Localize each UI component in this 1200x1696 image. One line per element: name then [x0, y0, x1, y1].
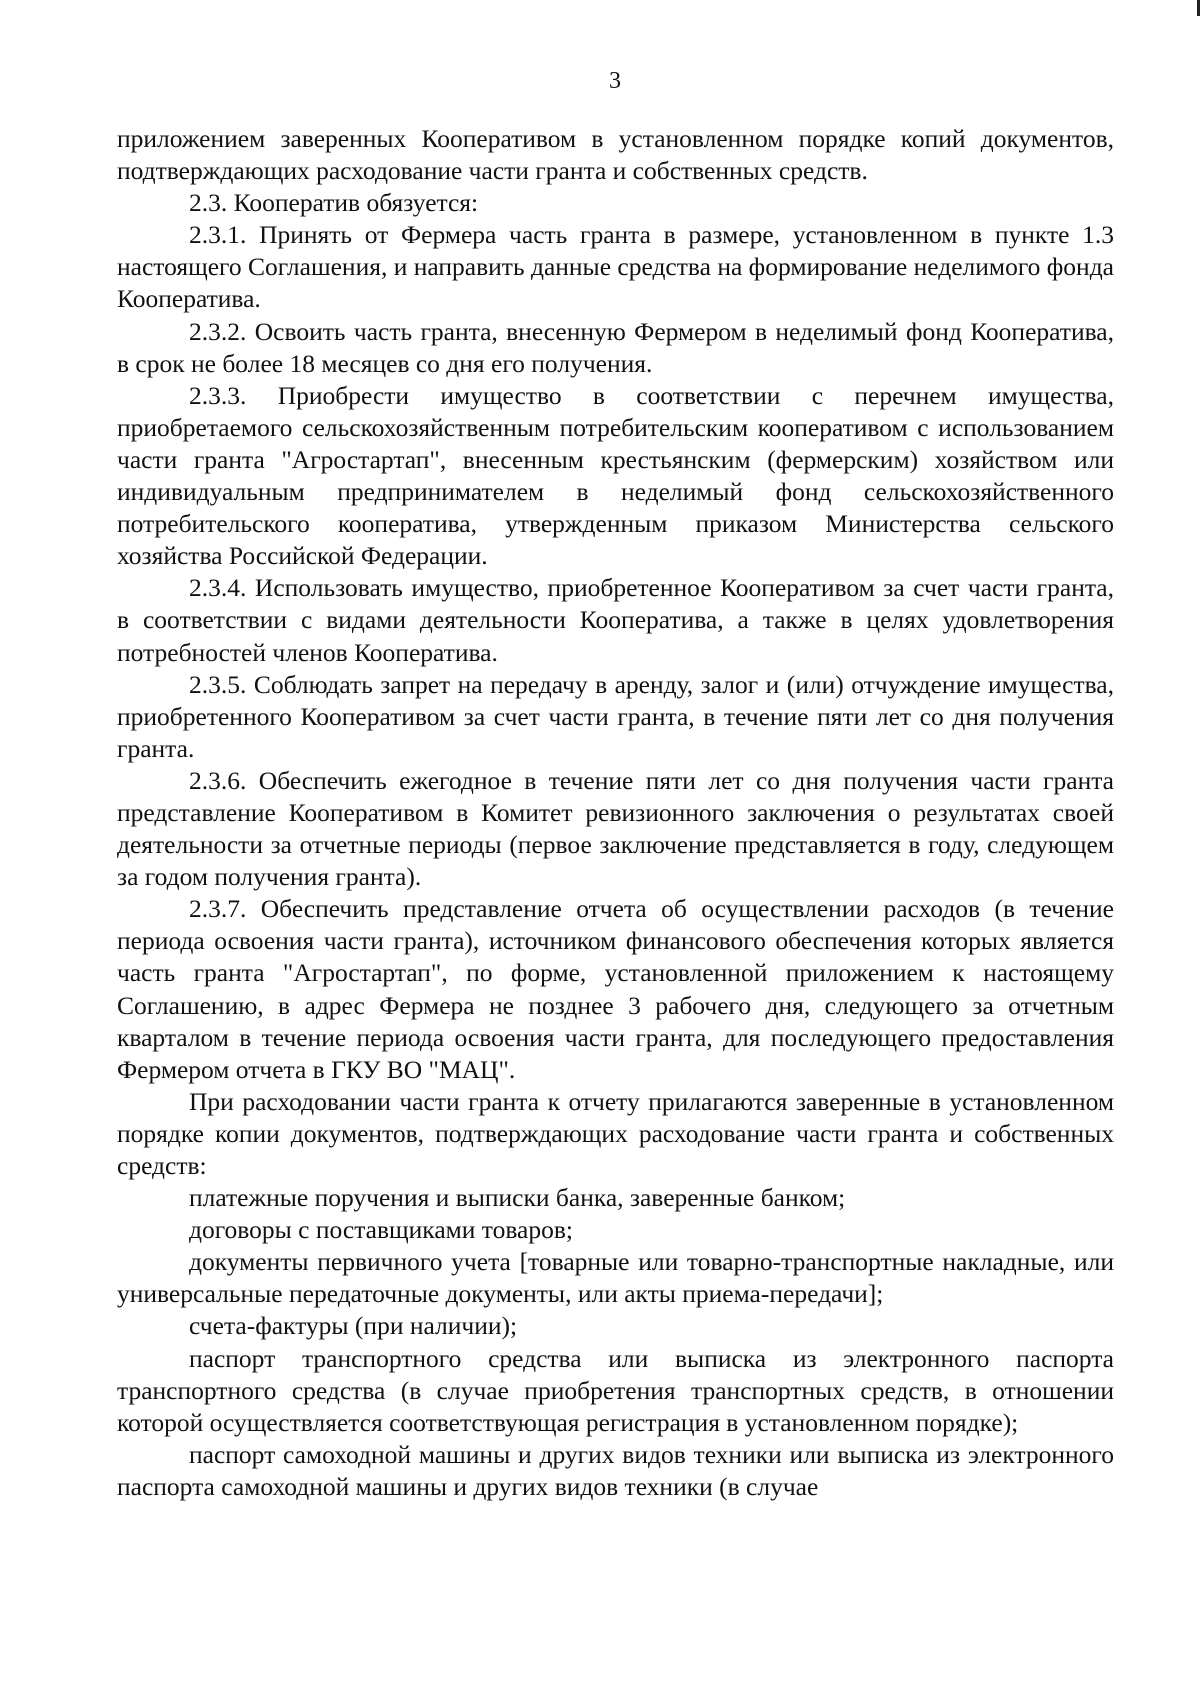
paragraph-continuation: приложением заверенных Кооперативом в установленном порядке копий документов, подтверждающих расходование части гранта и собственных средств. — [117, 124, 1114, 186]
paragraph-2-3-2: 2.3.2. Освоить часть гранта, внесенную Фермером в неделимый фонд Кооператива, в срок не более 18 месяцев со дня его получения. — [117, 316, 1114, 378]
list-item-invoices: счета-фактуры (при наличии); — [189, 1311, 518, 1341]
list-item-machine-passport: паспорт самоходной машины и других видов техники или выписка из электронного паспорта самоходной машины и других видов техники (в случае — [117, 1439, 1114, 1501]
paragraph-2-3-7: 2.3.7. Обеспечить представление отчета об осуществлении расходов (в течение периода освоения части гранта), источником финансового обеспечения которых является часть гранта "Агростартап", по форме, установленной приложением к настоящему Соглашению, в адрес Фермера не позднее 3 рабочего дня, следующего за отчетным кварталом в течение периода освоения части гранта, для последующего предоставления Фермером отчета в ГКУ ВО "МАЦ". — [117, 894, 1114, 1084]
paragraph-2-3-3: 2.3.3. Приобрести имущество в соответствии с перечнем имущества, приобретаемого сельскохозяйственным потребительским кооперативом с использованием части гранта "Агростартап", внесенным крестьянским (фермерским) хозяйством или индивидуальным предпринимателем в неделимый фонд сельскохозяйственного потребительского кооператива, утвержденным приказом Министерства сельского хозяйства Российской Федерации. — [117, 380, 1114, 571]
list-item-primary-accounting: документы первичного учета [товарные или товарно-транспортные накладные, или универсальные передаточные документы, или акты приема-передачи]; — [117, 1247, 1114, 1309]
paragraph-documents-intro: При расходовании части гранта к отчету прилагаются заверенные в установленном порядке копии документов, подтверждающих расходование части гранта и собственных средств: — [117, 1086, 1114, 1180]
paragraph-section-2-3: 2.3. Кооператив обязуется: — [189, 188, 479, 218]
document-body — [117, 123, 1114, 1503]
paragraph-2-3-1: 2.3.1. Принять от Фермера часть гранта в размере, установленном в пункте 1.3 настоящего Соглашения, и направить данные средства на формирование неделимого фонда Кооператива. — [117, 220, 1114, 314]
list-item-supplier-contracts: договоры с поставщиками товаров; — [189, 1215, 573, 1245]
list-item-vehicle-passport: паспорт транспортного средства или выписка из электронного паспорта транспортного средства (в случае приобретения транспортных средств, в отношении которой осуществляется соответствующая регистрация в установленном порядке); — [117, 1343, 1114, 1437]
paragraph-2-3-4: 2.3.4. Использовать имущество, приобретенное Кооперативом за счет части гранта, в соответствии с видами деятельности Кооператива, а также в целях удовлетворения потребностей членов Кооператива. — [117, 573, 1114, 667]
page-number: 3 — [609, 68, 621, 94]
paragraph-2-3-6: 2.3.6. Обеспечить ежегодное в течение пяти лет со дня получения части гранта представление Кооперативом в Комитет ревизионного заключения о результатах своей деятельности за отчетные периоды (первое заключение представляется в году, следующем за годом получения гранта). — [117, 765, 1114, 892]
list-item-payment-orders: платежные поручения и выписки банка, заверенные банком; — [189, 1183, 846, 1213]
paragraph-2-3-5: 2.3.5. Соблюдать запрет на передачу в аренду, залог и (или) отчуждение имущества, приобретенного Кооперативом за счет части гранта, в течение пяти лет со дня получения гранта. — [117, 669, 1114, 763]
